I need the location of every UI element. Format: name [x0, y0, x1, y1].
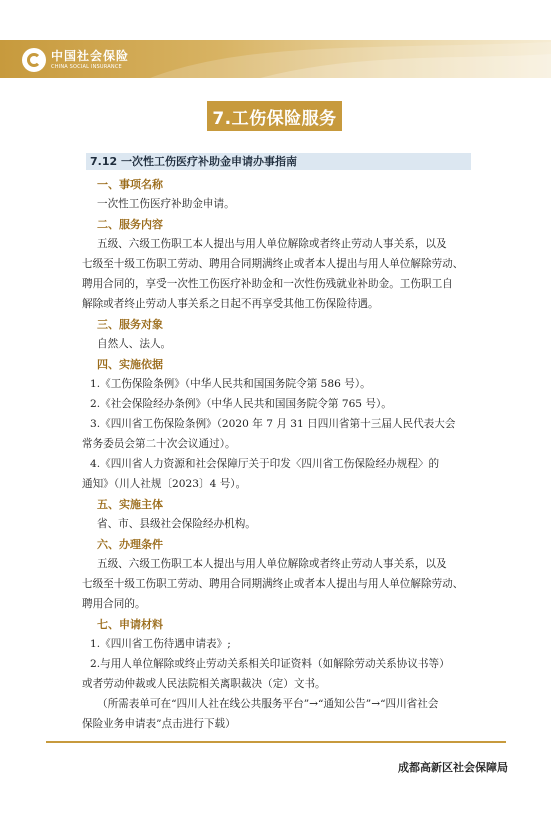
logo-cn-text: 中国社会保险: [51, 49, 130, 63]
paragraph-line: 1.《四川省工伤待遇申请表》;: [90, 638, 231, 650]
heading-implementing-body: 五、实施主体: [97, 498, 163, 511]
paragraph-line: 五级、六级工伤职工本人提出与用人单位解除或者终止劳动人事关系，以及: [97, 558, 447, 570]
heading-legal-basis: 四、实施依据: [97, 358, 163, 371]
paragraph-line: （所需表单可在“四川人社在线公共服务平台”→“通知公告”→“四川省社会: [97, 698, 439, 710]
logo-en-text: CHINA SOCIAL INSURANCE: [51, 64, 122, 70]
social-insurance-logo-icon: [22, 48, 46, 72]
paragraph-line: 解除或者终止劳动人事关系之日起不再享受其他工伤保险待遇。: [82, 298, 379, 310]
paragraph-line: 七级至十级工伤职工劳动、聘用合同期满终止或者本人提出与用人单位解除劳动、: [82, 258, 464, 270]
heading-service-target: 三、服务对象: [97, 318, 163, 331]
paragraph-line: 自然人、法人。: [97, 338, 172, 350]
logo: [22, 47, 129, 73]
page-title: 7.工伤保险服务: [207, 101, 342, 131]
paragraph-line: 省、市、县级社会保险经办机构。: [97, 518, 256, 530]
heading-materials: 七、申请材料: [97, 618, 163, 631]
paragraph-line: 4.《四川省人力资源和社会保障厅关于印发〈四川省工伤保险经办规程〉的: [90, 458, 440, 470]
paragraph-line: 或者劳动仲裁或人民法院相关离职裁决（定）文书。: [82, 678, 326, 690]
heading-service-content: 二、服务内容: [97, 218, 163, 231]
section-subtitle: 7.12 一次性工伤医疗补助金申请办事指南: [90, 155, 297, 168]
paragraph-line: 五级、六级工伤职工本人提出与用人单位解除或者终止劳动人事关系，以及: [97, 238, 447, 250]
paragraph-line: 2.与用人单位解除或终止劳动关系相关印证资料（如解除劳动关系协议书等）: [90, 658, 450, 670]
paragraph-line: 七级至十级工伤职工劳动、聘用合同期满终止或者本人提出与用人单位解除劳动、: [82, 578, 464, 590]
paragraph-line: 通知》（川人社规〔2023〕4 号）。: [82, 478, 247, 490]
paragraph-line: 保险业务申请表”点击进行下载）: [82, 718, 236, 730]
paragraph-line: 3.《四川省工伤保险条例》（2020 年 7 月 31 日四川省第十三届人民代表大会: [90, 418, 456, 430]
footer-divider: [46, 741, 506, 743]
heading-item-name: 一、事项名称: [97, 178, 163, 191]
heading-conditions: 六、办理条件: [97, 538, 163, 551]
paragraph-line: 常务委员会第二十次会议通过）。: [82, 438, 236, 450]
paragraph-line: 聘用合同的，享受一次性工伤医疗补助金和一次性伤残就业补助金。工伤职工自: [82, 278, 453, 290]
paragraph-line: 1.《工伤保险条例》（中华人民共和国国务院令第 586 号）。: [90, 378, 371, 390]
paragraph-line: 聘用合同的。: [82, 598, 146, 610]
footer-organization: 成都高新区社会保障局: [398, 761, 508, 774]
paragraph-line: 2.《社会保险经办条例》（中华人民共和国国务院令第 765 号）。: [90, 398, 392, 410]
paragraph-line: 一次性工伤医疗补助金申请。: [97, 198, 235, 210]
